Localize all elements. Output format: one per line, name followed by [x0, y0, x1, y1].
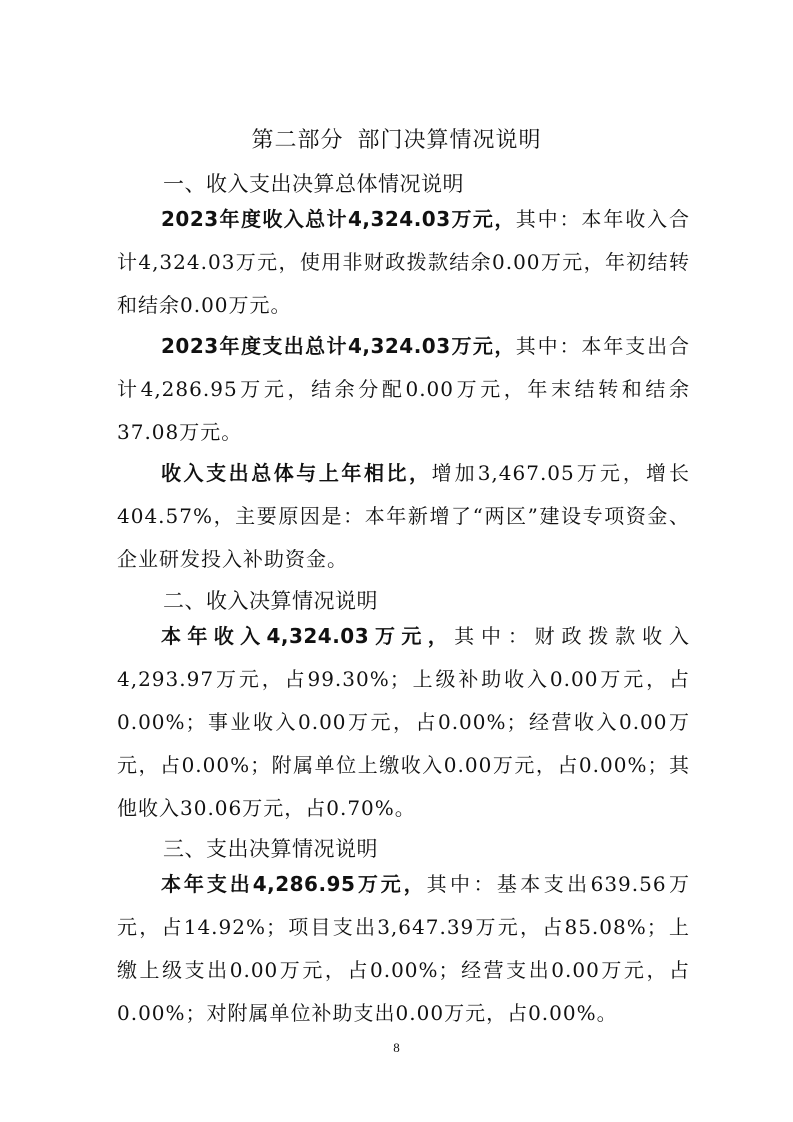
paragraph-lead: 本年支出4,286.95万元， [161, 872, 427, 896]
section-heading-income: 二、收入决算情况说明 [163, 589, 378, 613]
paragraph-lead: 收入支出总体与上年相比， [161, 461, 432, 485]
paragraph-income-detail [117, 615, 690, 830]
paragraph-lead: 2023年度支出总计4,324.03万元， [161, 334, 516, 358]
paragraph-body: 其中：本年收入合计4,324.03万元，使用非财政拨款结余0.00万元，年初结转和结余0.00万元。 [117, 207, 691, 317]
section-heading-expense: 三、支出决算情况说明 [163, 837, 378, 861]
section-heading-overview: 一、收入支出决算总体情况说明 [163, 172, 464, 196]
paragraph-lead: 本年收入4,324.03万元， [161, 624, 455, 648]
paragraph-total-expense [117, 325, 690, 454]
paragraph-body: 其中：基本支出639.56万元，占14.92%；项目支出3,647.39万元，占85.08%；上缴上级支出0.00万元，占0.00%；经营支出0.00万元，占0.00%；对附属单位补助支出0.00万元，占0.00%。 [117, 872, 690, 1025]
page-title: 第二部分 部门决算情况说明 [251, 128, 542, 153]
paragraph-year-comparison [117, 452, 690, 581]
paragraph-body: 其中：财政拨款收入4,293.97万元，占99.30%；上级补助收入0.00万元，占0.00%；事业收入0.00万元，占0.00%；经营收入0.00万元，占0.00%；附属单位上缴收入0.00万元，占0.00%；其他收入30.06万元，占0.70%。 [117, 624, 690, 820]
paragraph-body: 其中：本年支出合计4,286.95万元，结余分配0.00万元，年末结转和结余37.08万元。 [117, 334, 691, 444]
paragraph-expense-detail [117, 863, 690, 1035]
paragraph-body: 增加3,467.05万元，增长404.57%，主要原因是：本年新增了“两区”建设专项资金、企业研发投入补助资金。 [117, 461, 691, 571]
paragraph-lead: 2023年度收入总计4,324.03万元， [161, 207, 516, 231]
page-number: 8 [393, 1040, 400, 1055]
paragraph-total-income [117, 198, 690, 327]
